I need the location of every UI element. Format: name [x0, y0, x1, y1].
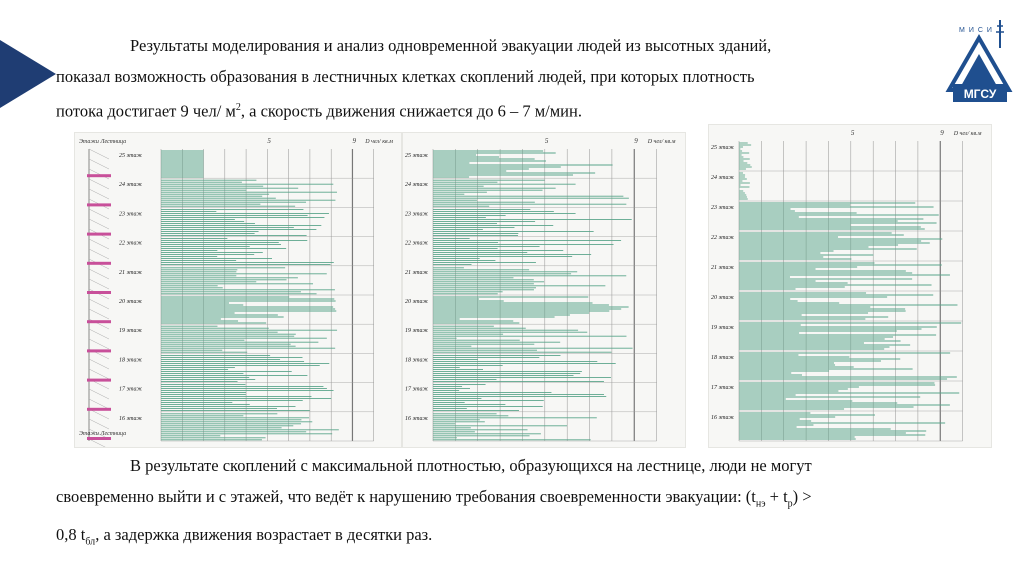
stair-step [89, 399, 109, 409]
floor-label: 23 этаж [711, 205, 735, 211]
sub-bl: бл [85, 536, 96, 548]
bottom-line-1-text: В результате скоплений с максимальной плотностью, образующихся на лестнице, люди не могут [130, 456, 812, 475]
stair-step [89, 299, 109, 309]
floor-marker [87, 203, 111, 206]
floor-label: 24 этаж [711, 175, 735, 181]
stair-step [89, 239, 109, 249]
stair-step [89, 439, 109, 447]
tick-label-9: 9 [352, 137, 356, 145]
bottom-line-3 [56, 519, 984, 557]
stair-step [89, 419, 109, 429]
stair-step [89, 179, 109, 189]
floor-label: 20 этаж [119, 299, 143, 305]
floor-label: 20 этаж [711, 295, 735, 301]
floor-label: 25 этаж [405, 153, 429, 159]
sub-ne: нэ [755, 498, 766, 510]
stair-step [89, 219, 109, 229]
floor-marker [87, 233, 111, 236]
floor-label: 19 этаж [119, 328, 143, 335]
floor-label: 23 этаж [119, 211, 143, 218]
stair-step [89, 209, 109, 219]
floor-label: 17 этаж [711, 385, 735, 391]
bottom-line-1 [56, 450, 984, 481]
chart-header-left: Этажи Лестница [79, 139, 127, 145]
stair-step [89, 189, 109, 199]
floor-label: 21 этаж [711, 265, 735, 271]
evacuation-chart-1 [74, 132, 402, 448]
logo-name: МГСУ [963, 87, 997, 101]
floor-label: 23 этаж [405, 211, 429, 218]
floor-marker [87, 174, 111, 177]
stair-step [89, 359, 109, 369]
stair-step [89, 249, 109, 259]
floor-label: 24 этаж [119, 182, 143, 189]
floor-marker [87, 349, 111, 352]
floor-label: 22 этаж [119, 240, 143, 247]
floor-label: 16 этаж [405, 415, 429, 422]
floor-label: 19 этаж [405, 328, 429, 335]
logo-letters: МИСИ [959, 27, 996, 34]
floor-marker [87, 320, 111, 323]
stair-step [89, 269, 109, 279]
floor-label: 18 этаж [405, 357, 429, 364]
chart-3-svg [709, 125, 991, 447]
floor-label: 18 этаж [119, 357, 143, 364]
floor-label: 16 этаж [711, 415, 735, 421]
floor-label: 17 этаж [405, 386, 429, 393]
unit-label: D чел/ кв.м [365, 139, 393, 145]
evacuation-chart-3 [708, 124, 992, 448]
floor-label: 21 этаж [119, 269, 143, 276]
top-line-1 [56, 30, 919, 61]
top-line-3-text-end: , а скорость движения снижается до 6 – 7 м/мин. [240, 101, 582, 121]
top-line-2 [56, 61, 919, 92]
stair-step [89, 339, 109, 349]
bottom-line-2 [56, 481, 984, 519]
floor-label: 20 этаж [405, 299, 429, 305]
mgsu-logo [945, 18, 1013, 104]
tick-label-5: 5 [267, 137, 271, 145]
top-line-1-text: Результаты моделирования и анализ одновременной эвакуации людей из высотных зданий, [130, 36, 772, 55]
floor-marker [87, 262, 111, 265]
floor-label: 25 этаж [119, 153, 143, 159]
tick-label-5: 5 [544, 137, 549, 145]
tick-label-9: 9 [634, 137, 638, 145]
stair-step [89, 279, 109, 289]
floor-label: 22 этаж [711, 235, 735, 241]
floor-label: 25 этаж [711, 145, 735, 151]
decorative-arrow [0, 40, 56, 108]
stair-step [89, 369, 109, 379]
stair-step [89, 149, 109, 159]
stair-step [89, 389, 109, 399]
floor-marker [87, 379, 111, 382]
top-line-3-sup: 2 [235, 102, 241, 113]
bottom-line-2-text: своевременно выйти и с этажей, что ведёт к нарушению требования своевременности эвакуации: (t [56, 487, 756, 506]
top-line-2-text: показал возможность образования в лестничных клетках скоплений людей, при которых плотность [56, 67, 755, 86]
stair-step [89, 329, 109, 339]
stair-step [89, 159, 109, 169]
floor-label: 19 этаж [711, 325, 735, 331]
bottom-paragraph [56, 450, 984, 558]
unit-label: D чел/ кв.м [953, 131, 982, 137]
floor-label: 18 этаж [711, 355, 735, 361]
tick-label-9: 9 [940, 129, 944, 137]
bottom-line-3-end: , а задержка движения возрастает в десятки раз. [95, 525, 433, 545]
floor-label: 22 этаж [405, 240, 429, 247]
evacuation-chart-2 [402, 132, 686, 448]
floor-label: 24 этаж [405, 182, 429, 189]
floor-marker [87, 408, 111, 411]
stair-step [89, 309, 109, 319]
chart-2-svg [403, 133, 685, 447]
top-paragraph [56, 30, 919, 127]
floor-label: 16 этаж [119, 415, 143, 422]
floor-marker [87, 291, 111, 294]
chart-footer-left: Этажи Лестница [79, 431, 127, 437]
bottom-line-2-mid: + t [765, 487, 788, 506]
top-line-3-text: потока достигает 9 чел/ м [56, 101, 236, 121]
chart-1-svg [75, 133, 401, 447]
sub-r: р [787, 498, 793, 510]
bottom-line-2-end: ) > [792, 487, 812, 506]
unit-label: D чел/ кв.м [647, 139, 676, 145]
tick-label-5: 5 [850, 129, 855, 137]
top-line-3 [56, 92, 919, 127]
floor-label: 21 этаж [405, 269, 429, 276]
floor-marker [87, 437, 111, 440]
stair-step [89, 169, 109, 179]
bottom-line-3-text: 0,8 t [56, 525, 86, 545]
floor-label: 17 этаж [119, 386, 143, 393]
